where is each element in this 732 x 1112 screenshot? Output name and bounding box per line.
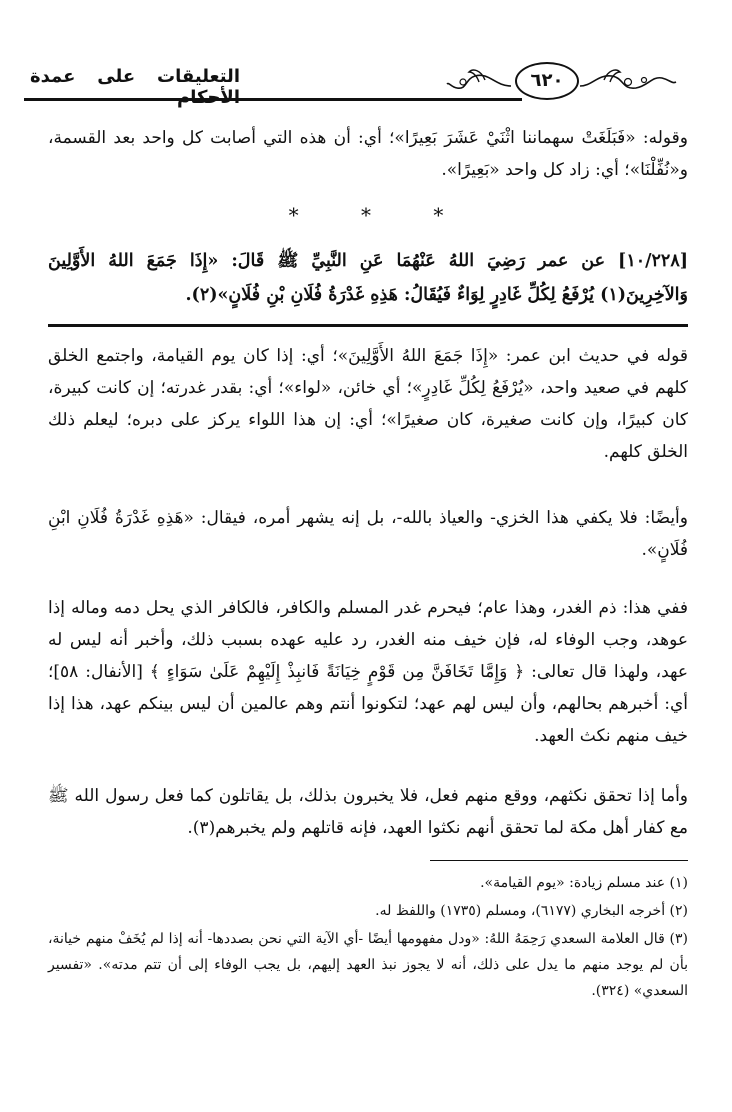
page-number-badge: ٦٢٠: [515, 62, 579, 100]
paragraph-2: قوله في حديث ابن عمر: «إِذَا جَمَعَ اللهُ الأَوَّلِينَ»؛ أي: إذا كان يوم القيامة، واجتمع الخلق كلهم في صعيد واحد، «يُرْفَعُ لِكُلِّ غَادِرٍ»؛ أي خائن، «لواء»؛ أي: بقدر غدرته؛ إن كانت كبيرة، كان كبيرًا، وإن كانت صغيرة، كان صغيرًا»؛ أي: إن هذا اللواء يركز على دبره؛ ليعلم ذلك الخلق كلهم.: [48, 346, 688, 462]
paragraph-1: وقوله: «فَبَلَغَتْ سهماننا اثْنَيْ عَشَرَ بَعِيرًا»؛ أي: أن هذه التي أصابت كل واحد بعد القسمة، و«نُفِّلْنَا»؛ أي: زاد كل واحد «بَعِيرًا».: [48, 128, 688, 180]
left-ornament-icon: [445, 62, 513, 98]
footnote-separator: [430, 860, 688, 861]
footnote-2: (٢) أخرجه البخاري (٦١٧٧)، ومسلم (١٧٣٥) واللفظ له.: [375, 903, 688, 919]
star-mark: *: [288, 203, 299, 227]
header-rule: [24, 98, 522, 101]
running-title: التعليقات على عمدة: [30, 66, 240, 87]
paragraph-3: وأيضًا: فلا يكفي هذا الخزي- والعياذ بالله-، بل إنه يشهر أمره، فيقال: «هَذِهِ غَدْرَةُ فُلَانِ ابْنِ فُلَانٍ».: [48, 508, 688, 560]
right-ornament-icon: [578, 62, 678, 98]
paragraph-5: وأما إذا تحقق نكثهم، ووقع منهم فعل، فلا يخبرون بذلك، بل يقاتلون كما فعل رسول الله ﷺ مع كفار أهل مكة لما تحقق أنهم نكثوا العهد، فإنه قاتلهم ولم يخبرهم(٣).: [48, 786, 688, 838]
footnote-1: (١) عند مسلم زيادة: «يوم القيامة».: [480, 875, 688, 891]
star-mark: *: [361, 203, 371, 227]
footnote-3: (٣) قال العلامة السعدي رَحِمَهُ اللهُ: «ودل مفهومها أيضًا -أي الآية التي نحن بصددها- أنه إذا لم يُخَفْ منهم خيانة، بأن لم يوجد منهم ما يدل على ذلك، أنه لا يجوز نبذ العهد إليهم، بل يجب الوفاء إلى أن تتم مدته». «تفسير السعدي» (٣٢٤).: [48, 931, 688, 999]
star-mark: *: [433, 203, 444, 227]
section-divider-stars: [0, 203, 732, 227]
hadith-text: [١٠/٢٢٨] عن عمر رَضِيَ اللهُ عَنْهُمَا عَنِ النَّبِيِّ ﷺ قَالَ: «إِذَا جَمَعَ اللهُ الأَوَّلِينَ وَالآخِرِينَ(١) يُرْفَعُ لِكُلِّ غَادِرٍ لِوَاءٌ فَيُقَالُ: هَذِهِ غَدْرَةُ فُلَانِ بْنِ فُلَانٍ»(٢).: [48, 251, 688, 305]
hadith-separator: [48, 324, 688, 327]
paragraph-4: ففي هذا: ذم الغدر، وهذا عام؛ فيحرم غدر المسلم والكافر، فالكافر الذي يحل دمه وماله إذا عوهد، وجب الوفاء له، فإن خيف منه الغدر، رد عليه عهده بسبب ذلك، وأخبر أنه ليس له عهد، ولهذا قال تعالى: ﴿ وَإِمَّا تَخَافَنَّ مِن قَوْمٍ خِيَانَةً فَانبِذْ إِلَيْهِمْ عَلَىٰ سَوَاءٍ ﴾ [الأنفال: ٥٨]؛ أي: أخبرهم بحالهم، وأن ليس لهم عهد؛ لتكونوا أنتم وهم عالمين أن ليس بينكم عهد، هذا إذا خيف منهم نكث العهد.: [48, 598, 688, 746]
page-header: [0, 48, 732, 108]
